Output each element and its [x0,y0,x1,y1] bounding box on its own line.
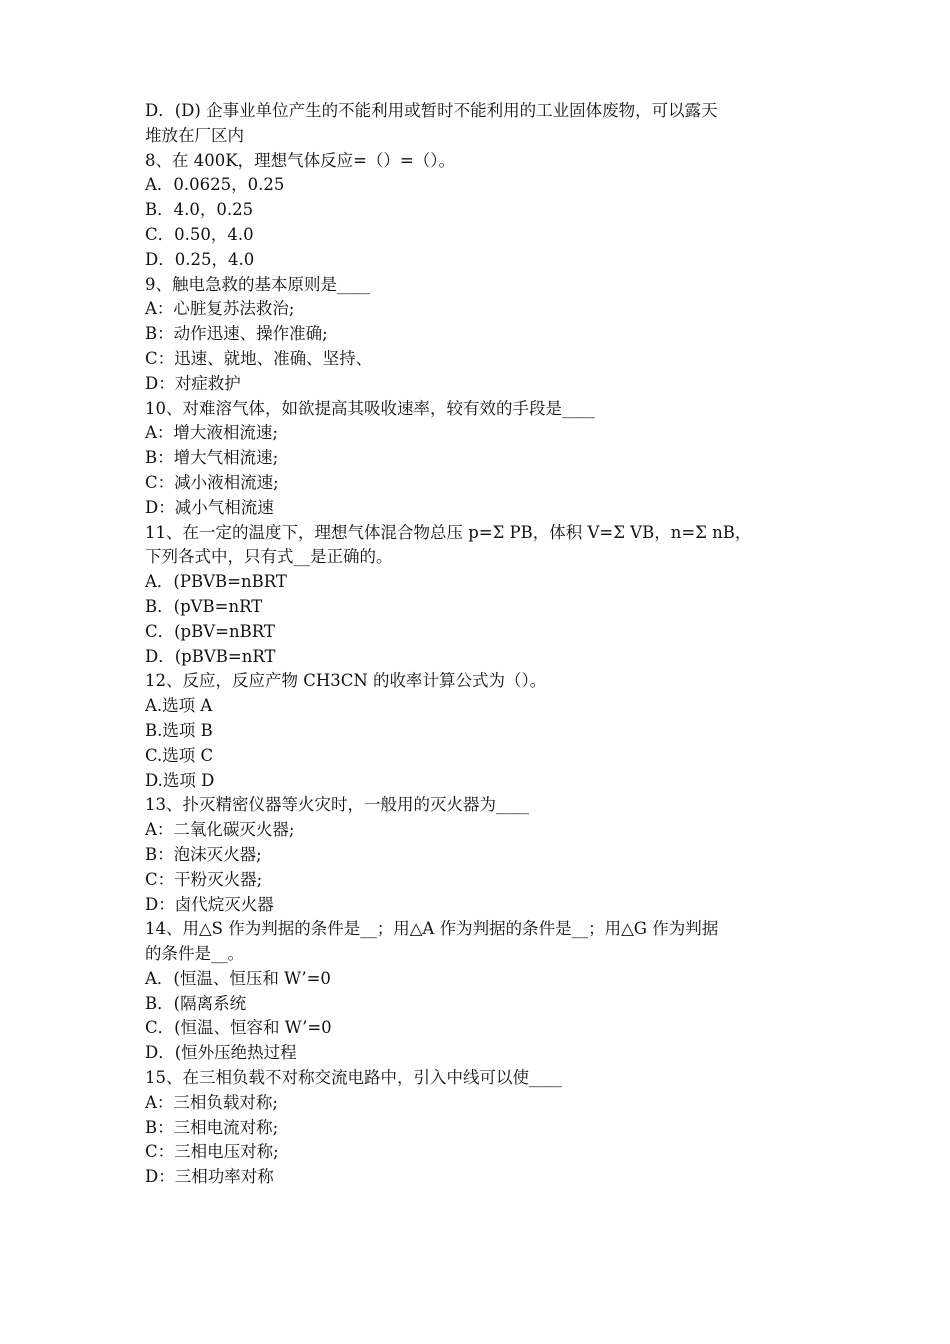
option-line: A：三相负载对称; [145,1092,278,1112]
option-line: B．(隔离系统 [145,993,247,1013]
question-12: 12、反应，反应产物 CH3CN 的收率计算公式为（）。 [145,671,547,691]
question-10: 10、对难溶气体，如欲提高其吸收速率，较有效的手段是____ [145,398,595,418]
option-line: B．(pVB=nRT [145,596,263,616]
text-line: 下列各式中，只有式__是正确的。 [145,547,393,567]
text-line: 的条件是__。 [145,944,244,964]
option-line: D：对症救护 [145,373,241,393]
option-line: A．(PBVB=nBRT [145,572,287,592]
option-line: B：动作迅速、操作准确; [145,324,328,344]
option-line: C：减小液相流速; [145,472,279,492]
option-line: A.选项 A [145,696,213,716]
option-line: C．(恒温、恒容和 W’=0 [145,1018,332,1038]
option-line: D．(恒外压绝热过程 [145,1043,297,1063]
option-line: C：迅速、就地、准确、坚持、 [145,348,373,368]
option-line: D.选项 D [145,770,215,790]
option-line: A．(恒温、恒压和 W’=0 [145,968,331,988]
text-line: 堆放在厂区内 [145,125,244,145]
option-line: D．0.25，4.0 [145,249,255,269]
option-line: C：三相电压对称; [145,1142,279,1162]
question-15: 15、在三相负载不对称交流电路中，引入中线可以使____ [145,1068,562,1088]
question-14: 14、用△S 作为判据的条件是__；用△A 作为判据的条件是__；用△G 作为判据 [145,919,719,939]
option-line: B：三相电流对称; [145,1117,279,1137]
option-line: D．(pBVB=nRT [145,646,276,666]
document-body [145,99,810,1190]
option-line: C．0.50，4.0 [145,224,254,244]
option-line: A：心脏复苏法救治; [145,299,295,319]
text-line: D．(D) 企事业单位产生的不能利用或暂时不能利用的工业固体废物，可以露天 [145,101,718,120]
option-line: B：增大气相流速; [145,448,279,468]
option-line: D：卤代烷灭火器 [145,894,274,914]
question-8: 8、在 400K，理想气体反应=（）=（）。 [145,150,455,170]
option-line: A：二氧化碳灭火器; [145,820,295,840]
option-line: D：三相功率对称 [145,1167,274,1187]
question-13: 13、扑灭精密仪器等火灾时，一般用的灭火器为____ [145,795,529,815]
option-line: A．0.0625，0.25 [145,175,285,195]
option-line: B.选项 B [145,720,213,740]
question-11: 11、在一定的温度下，理想气体混合物总压 p=Σ PB，体积 V=Σ VB，n=Σ nB， [145,522,752,542]
option-line: A：增大液相流速; [145,423,278,443]
option-line: D：减小气相流速 [145,497,274,517]
option-line: C：干粉灭火器; [145,869,263,889]
option-line: C．(pBV=nBRT [145,621,275,641]
question-9: 9、触电急救的基本原则是____ [145,274,370,294]
option-line: C.选项 C [145,745,214,765]
option-line: B．4.0，0.25 [145,200,254,220]
option-line: B：泡沫灭火器; [145,844,262,864]
